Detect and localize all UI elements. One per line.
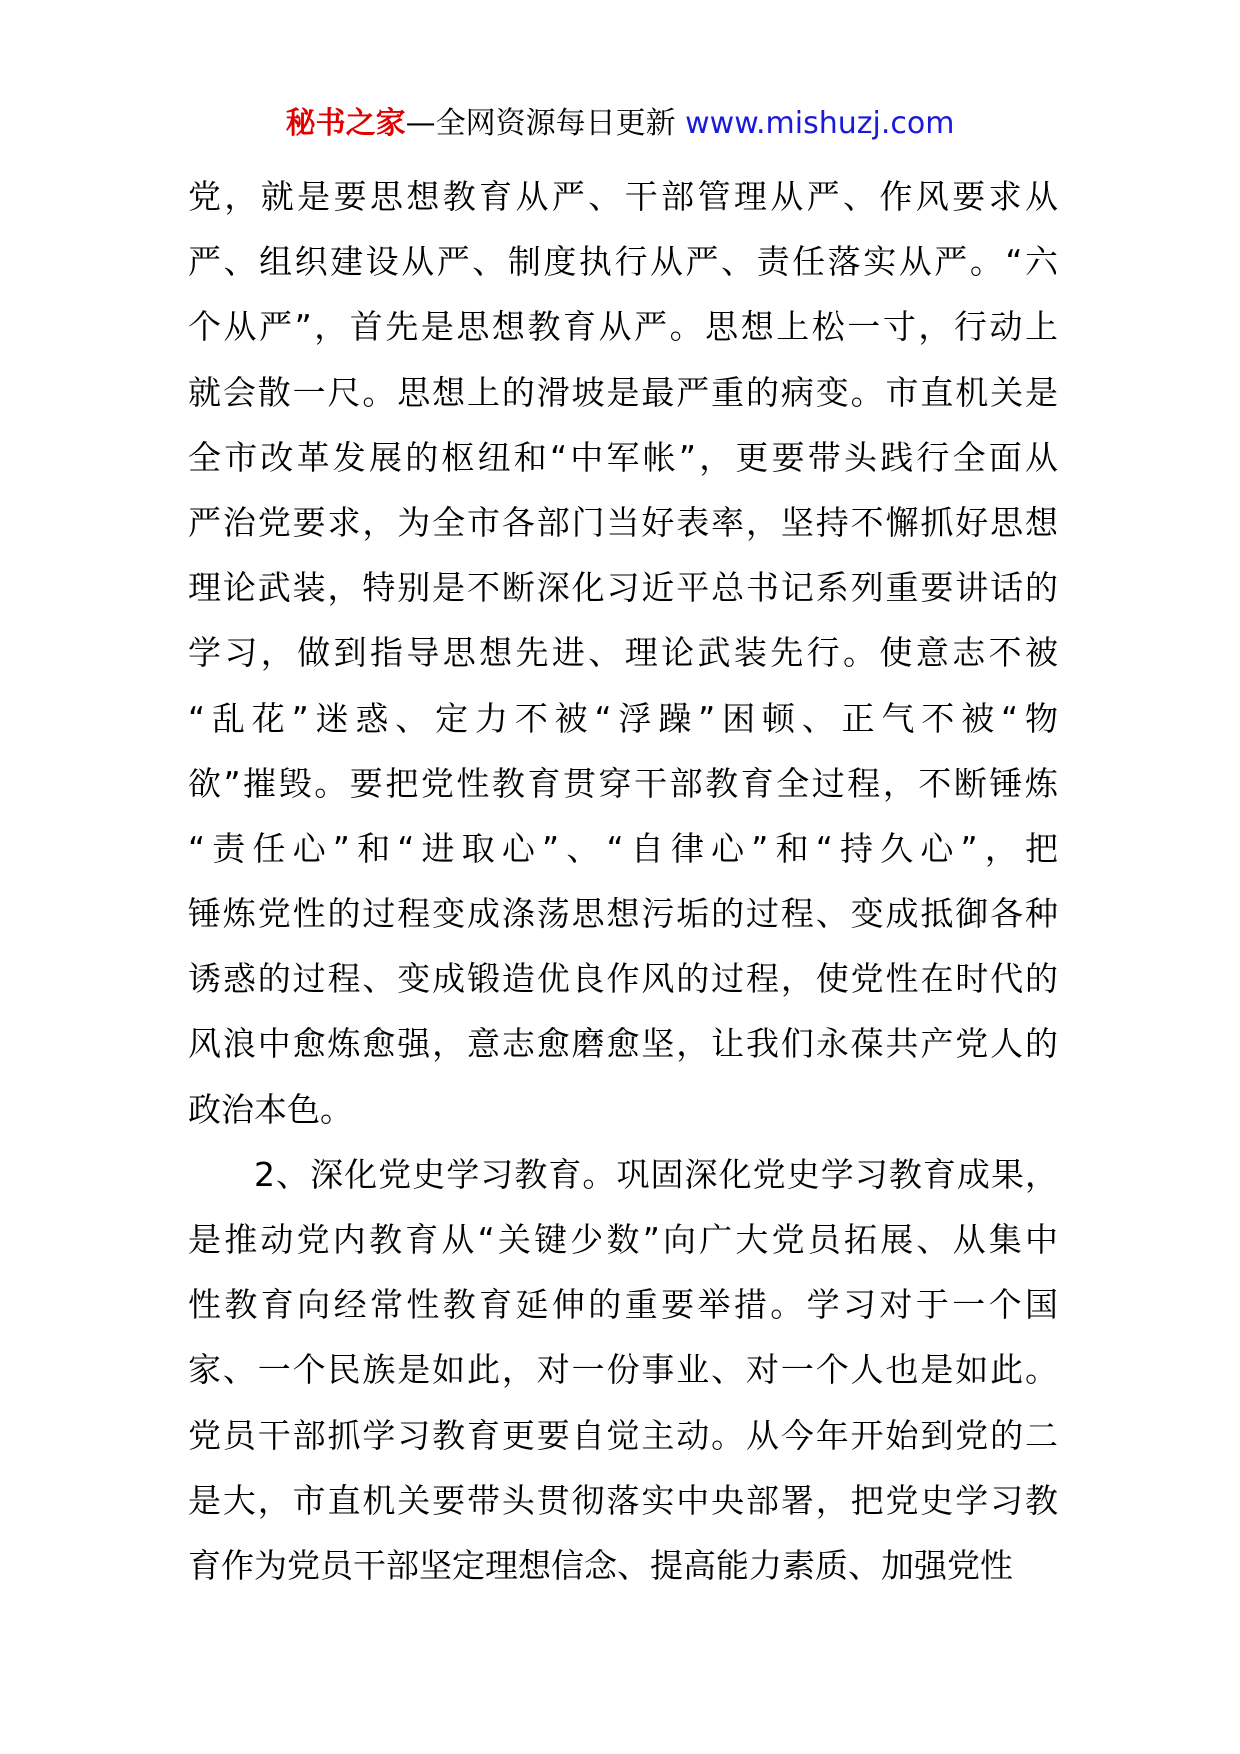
- paragraph: [188, 1142, 1058, 1598]
- text-line: 党员干部抓学习教育更要自觉主动。从今年开始到党的二: [188, 1415, 1058, 1455]
- text-line: 育作为党员干部坚定理想信念、提高能力素质、加强党性: [188, 1545, 1013, 1585]
- page-header: [0, 100, 1240, 148]
- text-line: 学习，做到指导思想先进、理论武装先行。使意志不被: [188, 633, 1058, 673]
- text-line: 严、组织建设从严、制度执行从严、责任落实从严。“六: [188, 242, 1058, 282]
- text-line: 诱惑的过程、变成锻造优良作风的过程，使党性在时代的: [188, 959, 1058, 999]
- text-line: 党，就是要思想教育从严、干部管理从严、作风要求从: [188, 177, 1058, 216]
- text-line: 锤炼党性的过程变成涤荡思想污垢的过程、变成抵御各种: [188, 894, 1058, 934]
- text-line: 风浪中愈炼愈强，意志愈磨愈坚，让我们永葆共产党人的: [188, 1024, 1058, 1064]
- text-line: 个从严”，首先是思想教育从严。思想上松一寸，行动上: [188, 307, 1058, 347]
- text-line: 家、一个民族是如此，对一份事业、对一个人也是如此。: [188, 1350, 1058, 1390]
- text-line: 严治党要求，为全市各部门当好表率，坚持不懈抓好思想: [188, 502, 1058, 542]
- text-line: 欲”摧毁。要把党性教育贯穿干部教育全过程，不断锤炼: [188, 763, 1058, 803]
- text-line: 就会散一尺。思想上的滑坡是最严重的病变。市直机关是: [188, 372, 1058, 412]
- text-line: 理论武装，特别是不断深化习近平总书记系列重要讲话的: [188, 568, 1058, 608]
- text-line: “责任心”和“进取心”、“自律心”和“持久心”，把: [188, 828, 1058, 868]
- brand-name: 秘书之家: [285, 106, 406, 141]
- text-line: 性教育向经常性教育延伸的重要举措。学习对于一个国: [188, 1285, 1058, 1325]
- site-url: www.mishuzj.com: [685, 106, 955, 141]
- text-line: “乱花”迷惑、定力不被“浮躁”困顿、正气不被“物: [188, 698, 1058, 738]
- text-line: 2、深化党史学习教育。巩固深化党史学习教育成果，: [254, 1154, 1058, 1194]
- header-slogan: —全网资源每日更新: [405, 106, 676, 141]
- document-body: [188, 164, 1058, 1598]
- text-line: 全市改革发展的枢纽和“中军帐”，更要带头践行全面从: [188, 437, 1058, 477]
- text-line: 是大，市直机关要带头贯彻落实中央部署，把党史学习教: [188, 1480, 1058, 1520]
- paragraph: [188, 164, 1058, 1142]
- text-line: 政治本色。: [188, 1089, 353, 1129]
- text-line: 是推动党内教育从“关键少数”向广大党员拓展、从集中: [188, 1220, 1058, 1259]
